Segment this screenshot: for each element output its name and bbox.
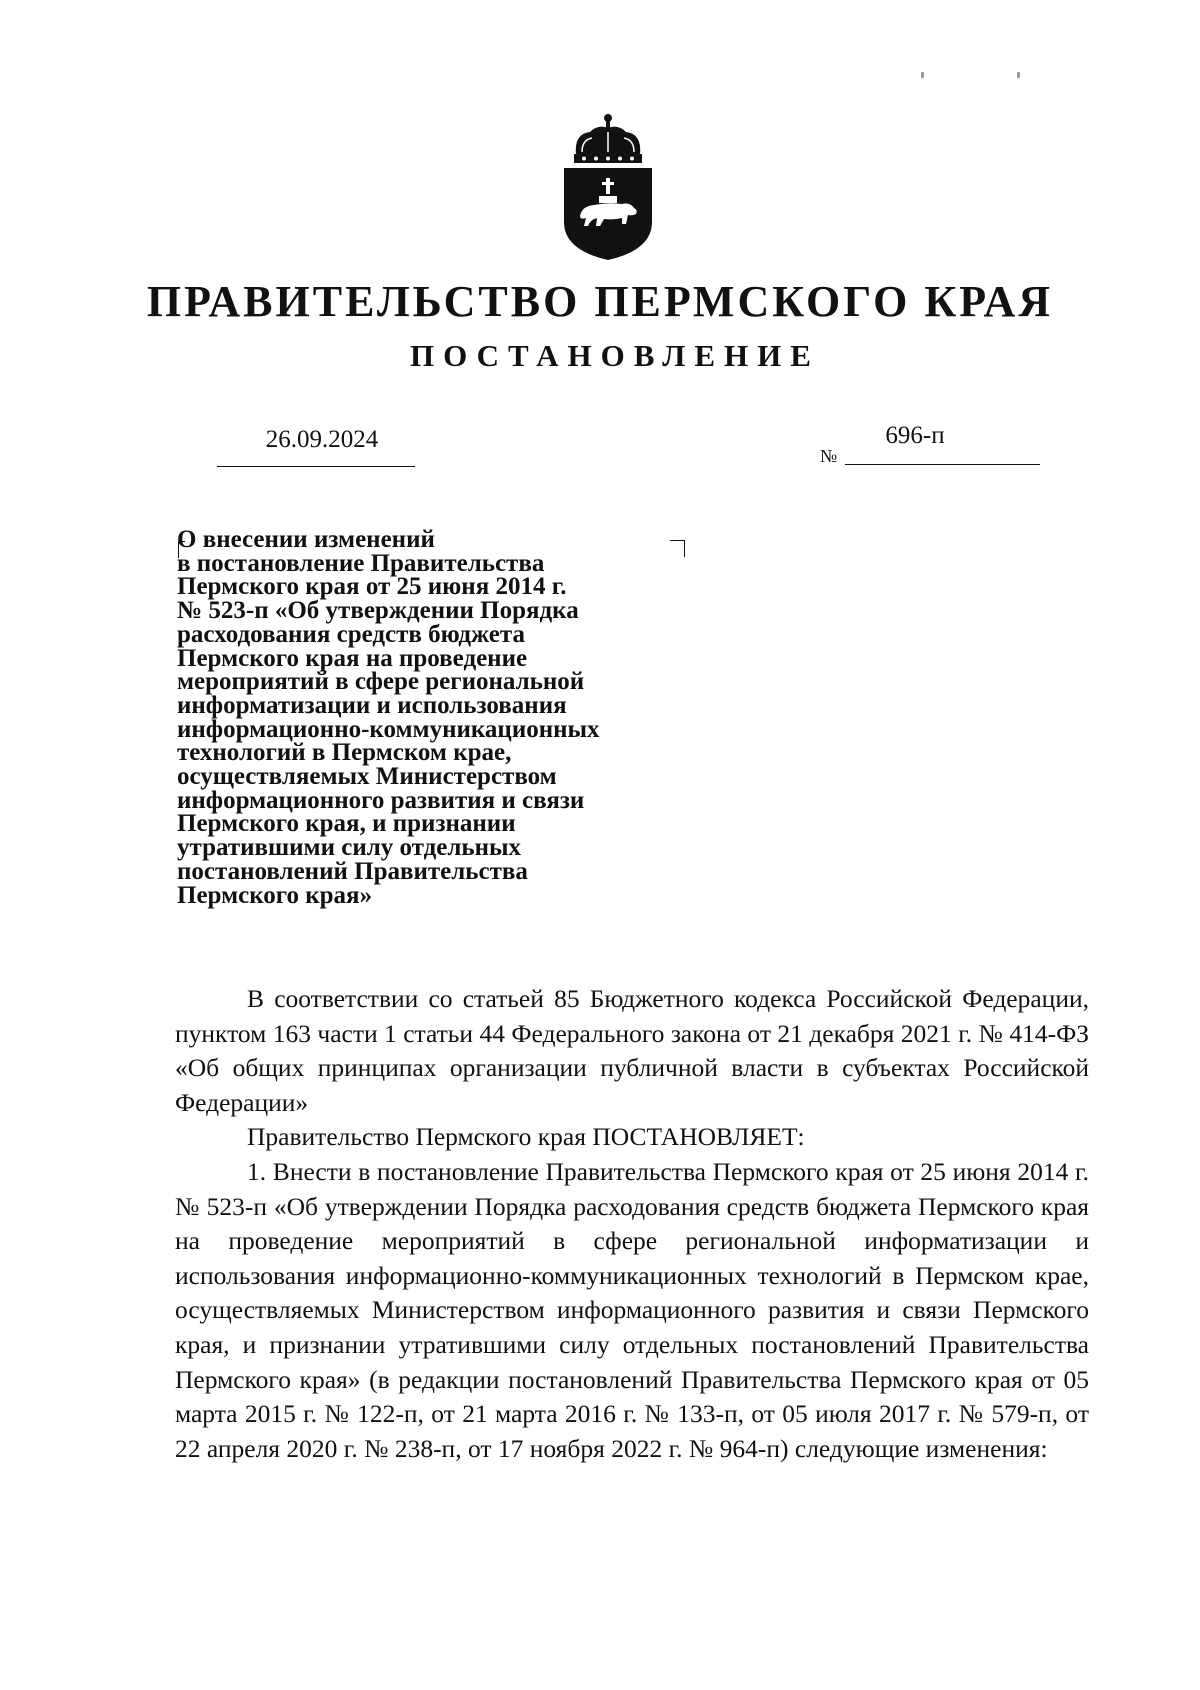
number-field bbox=[845, 420, 1040, 465]
title-line: О внесении изменений bbox=[177, 526, 435, 553]
organization-title: ПРАВИТЕЛЬСТВО ПЕРМСКОГО КРАЯ bbox=[146, 277, 1054, 326]
title-line: постановлений Правительства bbox=[177, 857, 528, 885]
title-line: информатизации и использования bbox=[177, 691, 567, 719]
document-number: 696-п bbox=[885, 422, 945, 449]
document-title bbox=[177, 528, 697, 907]
date-field bbox=[217, 420, 415, 467]
title-line: информационно-коммуникационных bbox=[177, 715, 600, 743]
title-line: информационного развития и связи bbox=[177, 786, 585, 814]
title-line: технологий в Пермском крае, bbox=[177, 739, 512, 767]
document-type-heading: ПОСТАНОВЛЕНИЕ bbox=[410, 338, 820, 373]
scan-speck bbox=[921, 72, 924, 78]
title-line: Пермского края» bbox=[177, 881, 373, 909]
body-paragraph: 1. Внести в постановление Правительства Пермского края от 25 июня 2014 г. № 523-п «Об утверждении Порядка расходования средств бюджета Пермского края на проведение мероприятий в сфере региональной информатизации и использования информационно-коммуникационных технологий в Пермском крае, осуществляемых Министерством информационного развития и связи Пермского края, и признании утратившими силу отдельных постановлений Правительства Пермского края» (в редакции постановлений Правительства Пермского края от 05 марта 2015 г. № 122-п, от 21 марта 2016 г. № 133-п, от 05 июля 2017 г. № 579-п, от 22 апреля 2020 г. № 238-п, от 17 ноября 2022 г. № 964-п) следующие изменения: bbox=[175, 1156, 1089, 1463]
document-date: 26.09.2024 bbox=[265, 426, 379, 453]
body-paragraph: В соответствии со статьей 85 Бюджетного кодекса Российской Федерации, пунктом 163 части 1 статьи 44 Федерального закона от 21 декабря 2021 г. № 414-ФЗ «Об общих принципах организации публичной власти в субъектах Российской Федерации» bbox=[175, 984, 1089, 1117]
title-line: Пермского края от 25 июня 2014 г. bbox=[177, 573, 567, 601]
title-line: Пермского края на проведение bbox=[177, 644, 528, 672]
title-line: Пермского края, и признании bbox=[177, 810, 516, 838]
title-line: осуществляемых Министерством bbox=[177, 763, 557, 791]
title-line: в постановление Правительства bbox=[177, 549, 545, 577]
number-sign: № bbox=[820, 446, 838, 466]
title-line: утратившими силу отдельных bbox=[177, 834, 522, 862]
body-paragraph: Правительство Пермского края ПОСТАНОВЛЯЕТ: bbox=[247, 1122, 805, 1152]
scan-speck bbox=[1017, 72, 1020, 78]
title-line: № 523-п «Об утверждении Порядка bbox=[177, 597, 579, 625]
title-line: мероприятий в сфере региональной bbox=[177, 668, 585, 696]
coat-of-arms-icon bbox=[560, 112, 656, 262]
title-line: расходования средств бюджета bbox=[177, 620, 525, 648]
document-body bbox=[175, 982, 1089, 1466]
